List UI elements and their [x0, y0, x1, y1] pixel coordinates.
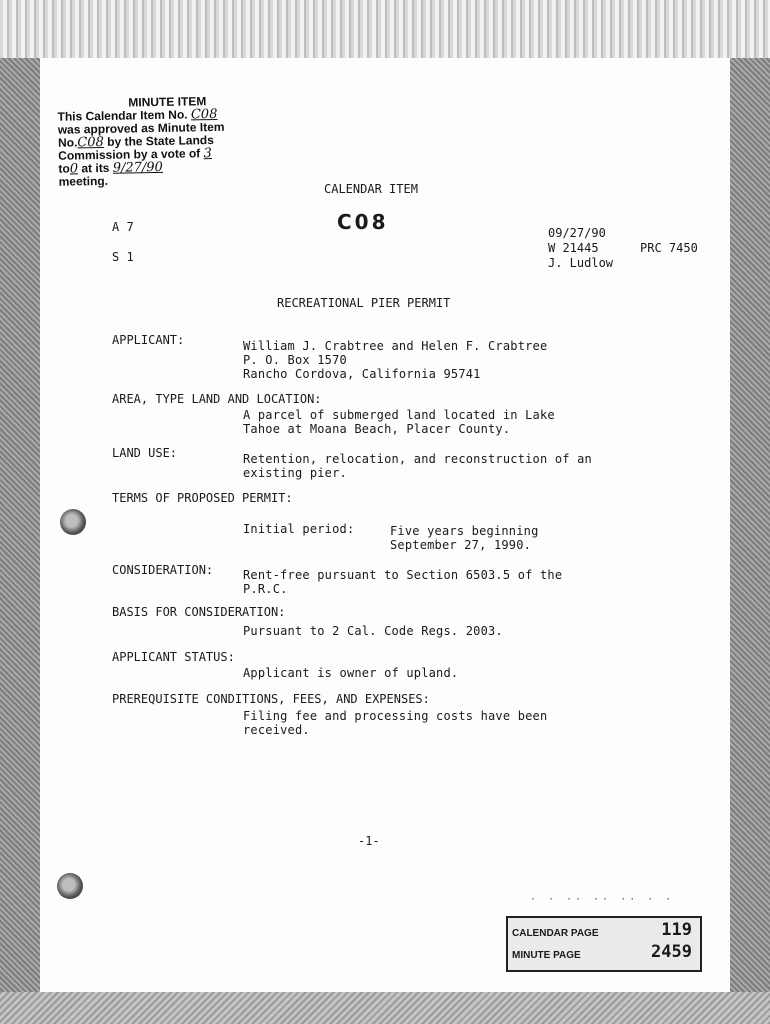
stamp-vote-for: 3: [203, 146, 213, 162]
terms-label: TERMS OF PROPOSED PERMIT:: [112, 491, 293, 505]
applicant-line: Rancho Cordova, California 95741: [243, 367, 481, 381]
applicant-line: William J. Crabtree and Helen F. Crabtree: [243, 339, 548, 353]
page-number: -1-: [358, 834, 380, 848]
senate-district: S 1: [112, 250, 134, 264]
scan-speckle: · · ·· ·· ·· · ·: [530, 894, 675, 905]
calendar-page-stamp: [506, 916, 702, 972]
land-use-line: existing pier.: [243, 466, 347, 480]
stamp-vote-against: 0: [69, 161, 79, 177]
initial-period-line: September 27, 1990.: [390, 538, 532, 552]
prc-number: PRC 7450: [640, 241, 698, 255]
stamp-minute-number: C08: [77, 134, 104, 151]
minute-item-stamp: [57, 94, 259, 188]
prerequisite-line: Filing fee and processing costs have been: [243, 709, 548, 723]
calendar-item-title: CALENDAR ITEM: [324, 182, 418, 196]
land-use-line: Retention, relocation, and reconstruction of an: [243, 452, 592, 466]
prerequisite-line: received.: [243, 723, 310, 737]
item-date: 09/27/90: [548, 226, 606, 240]
stamp-header: MINUTE ITEM: [128, 94, 207, 110]
stamp-item-number: C08: [190, 106, 218, 123]
assembly-district: A 7: [112, 220, 134, 234]
basis-line: Pursuant to 2 Cal. Code Regs. 2003.: [243, 624, 503, 638]
stamp-line-5: to0 at its 9/27/90: [58, 159, 164, 177]
basis-label: BASIS FOR CONSIDERATION:: [112, 605, 286, 619]
document-sheet: [40, 58, 730, 992]
initial-period-label: Initial period:: [243, 522, 355, 536]
stamp-line-1: This Calendar Item No. C08: [57, 106, 218, 124]
land-use-label: LAND USE:: [112, 446, 178, 460]
minute-page-value: 2459: [651, 942, 692, 962]
prerequisite-label: PREREQUISITE CONDITIONS, FEES, AND EXPENSES:: [112, 692, 430, 706]
status-label: APPLICANT STATUS:: [112, 650, 235, 664]
minute-page-label: MINUTE PAGE: [512, 950, 581, 961]
stamp-line-6: meeting.: [58, 173, 109, 189]
stamp-line-2: was approved as Minute Item: [57, 119, 225, 137]
applicant-line: P. O. Box 1570: [243, 353, 347, 367]
consideration-label: CONSIDERATION:: [112, 563, 214, 577]
calendar-item-number: C08: [337, 210, 389, 234]
initial-period-line: Five years beginning: [390, 524, 539, 538]
scan-noise-top: [0, 0, 770, 58]
consideration-line: Rent-free pursuant to Section 6503.5 of the: [243, 568, 563, 582]
file-number: W 21445: [548, 241, 599, 255]
calendar-page-label: CALENDAR PAGE: [512, 928, 599, 939]
stamp-line-3: No.C08 by the State Lands: [57, 133, 214, 151]
stamp-meeting-date: 9/27/90: [112, 159, 164, 176]
document-title: RECREATIONAL PIER PERMIT: [277, 296, 451, 310]
binder-hole-icon: [60, 509, 86, 535]
binder-hole-icon: [57, 873, 83, 899]
consideration-line: P.R.C.: [243, 582, 288, 596]
status-line: Applicant is owner of upland.: [243, 666, 459, 680]
applicant-label: APPLICANT:: [112, 333, 185, 347]
area-label: AREA, TYPE LAND AND LOCATION:: [112, 392, 322, 406]
area-line: Tahoe at Moana Beach, Placer County.: [243, 422, 511, 436]
calendar-page-value: 119: [661, 920, 692, 940]
area-line: A parcel of submerged land located in Lake: [243, 408, 555, 422]
scan-noise-bottom: [0, 992, 770, 1024]
staff-name: J. Ludlow: [548, 256, 614, 270]
stamp-line-4: Commission by a vote of 3: [58, 146, 213, 163]
